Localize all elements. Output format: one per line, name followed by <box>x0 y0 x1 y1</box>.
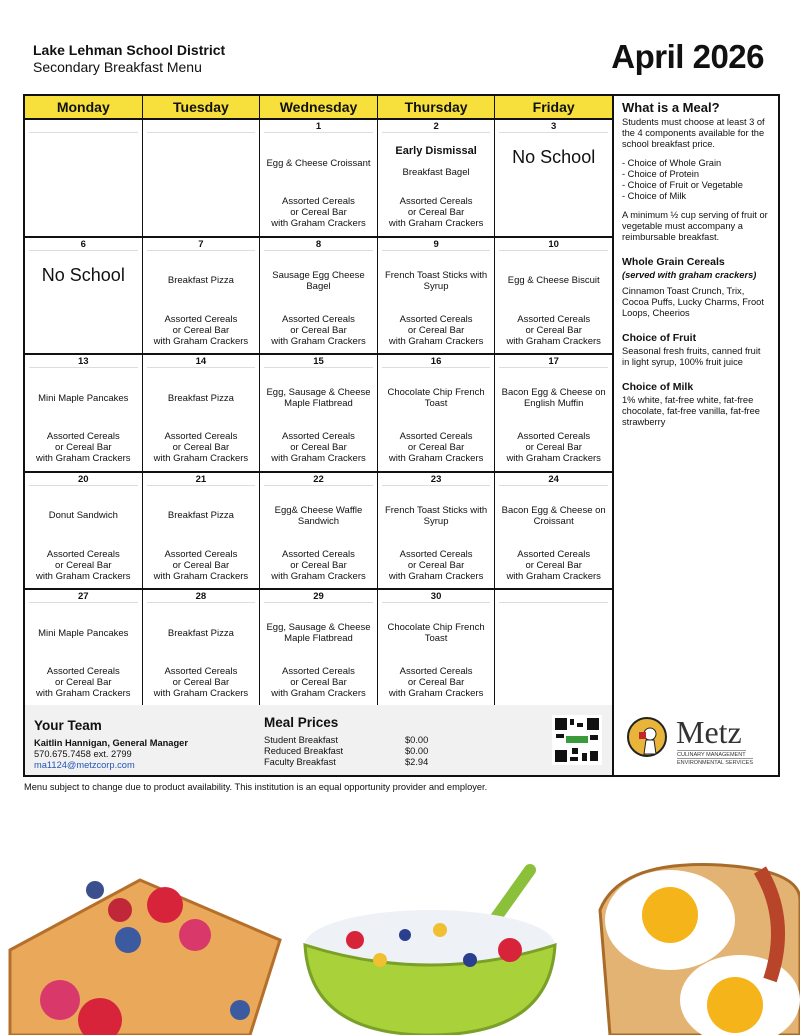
sidebar-title: What is a Meal? <box>622 100 720 115</box>
cereal-line: with Graham Crackers <box>271 335 366 347</box>
entree <box>382 620 491 646</box>
entree-text: Breakfast Pizza <box>167 627 234 639</box>
cereal-line: or Cereal Bar <box>290 207 347 218</box>
entree <box>147 385 256 411</box>
date-number: 17 <box>499 355 608 368</box>
day-note: Early Dismissal <box>395 145 477 157</box>
cereal-line: Assorted Cereals <box>399 431 473 443</box>
date-number: 16 <box>382 355 491 368</box>
cereal-line: or Cereal Bar <box>290 677 347 689</box>
date-number: 1 <box>264 120 373 133</box>
entree <box>264 385 373 411</box>
cereal-option <box>495 314 612 347</box>
waffle-illustration <box>10 880 280 1035</box>
day-cell <box>143 120 261 238</box>
cereal-option <box>143 314 260 347</box>
day-cell <box>25 120 143 238</box>
cereal-option <box>143 549 260 582</box>
cereal-option <box>260 314 377 347</box>
day-cell <box>495 238 613 356</box>
day-header: Thursday <box>378 96 496 120</box>
cereal-option <box>260 431 377 464</box>
day-header: Monday <box>25 96 143 120</box>
day-cell <box>495 590 613 708</box>
price-value: $0.00 <box>405 746 429 756</box>
date-number: 15 <box>264 355 373 368</box>
cereal-line: with Graham Crackers <box>388 688 484 700</box>
cereal-line: with Graham Crackers <box>388 335 484 347</box>
price-label: Student Breakfast <box>264 735 338 745</box>
prices-title: Meal Prices <box>264 715 339 730</box>
date-number <box>29 120 138 133</box>
day-header-row <box>25 96 613 120</box>
cereal-option <box>143 666 260 699</box>
cereal-line: or Cereal Bar <box>525 442 582 454</box>
cereal-line: with Graham Crackers <box>271 688 366 700</box>
entree-text: Bacon Egg & Cheese on Croissant <box>501 504 606 527</box>
team-phone: 570.675.7458 ext. 2799 <box>34 749 132 759</box>
entree-text: Breakfast Pizza <box>167 510 234 522</box>
day-cell <box>495 120 613 238</box>
entree <box>29 620 138 646</box>
cereal-line: or Cereal Bar <box>525 324 582 336</box>
entree <box>499 503 608 529</box>
logo-line2: ENVIRONMENTAL SERVICES <box>677 760 753 766</box>
cereal-line: with Graham Crackers <box>36 570 131 582</box>
cereal-line: Assorted Cereals <box>517 431 591 443</box>
date-number: 14 <box>147 355 256 368</box>
entree <box>29 503 138 529</box>
cereal-option <box>495 431 612 464</box>
cereal-line: Assorted Cereals <box>282 666 355 678</box>
entree-text: Donut Sandwich <box>48 510 118 522</box>
day-cell <box>378 590 496 708</box>
component-item: - Choice of Whole Grain <box>622 158 722 168</box>
date-number: 23 <box>382 473 491 486</box>
entree-text: Sausage Egg Cheese Bagel <box>272 269 365 292</box>
price-row <box>264 757 428 768</box>
district-name: Lake Lehman School District <box>33 42 226 58</box>
date-number: 20 <box>29 473 138 486</box>
cereal-line: or Cereal Bar <box>55 677 112 689</box>
entree-text: French Toast Sticks with Syrup <box>384 504 488 527</box>
entree-text: Chocolate Chip French Toast <box>387 387 485 410</box>
cereal-line: with Graham Crackers <box>388 218 484 229</box>
price-value: $0.00 <box>405 735 429 745</box>
day-cell <box>378 120 496 238</box>
cereal-line: or Cereal Bar <box>290 442 347 454</box>
day-cell <box>260 238 378 356</box>
cereal-option <box>495 549 612 582</box>
component-item: - Choice of Milk <box>622 191 687 201</box>
entree <box>264 268 373 294</box>
cereal-line: Assorted Cereals <box>46 548 120 560</box>
price-label: Faculty Breakfast <box>264 757 336 767</box>
entree-text: Egg & Cheese Biscuit <box>507 275 600 287</box>
entree-text: Bacon Egg & Cheese on English Muffin <box>501 387 606 410</box>
fruit-text: Seasonal fresh fruits, canned fruit in light syrup, 100% fruit juice <box>622 346 761 367</box>
cereal-line: Assorted Cereals <box>517 313 591 325</box>
date-number <box>499 590 608 603</box>
cereal-option <box>25 549 142 582</box>
fruit-title: Choice of Fruit <box>622 332 697 344</box>
cereal-line: or Cereal Bar <box>407 207 465 218</box>
cereal-line: Assorted Cereals <box>399 313 473 325</box>
cereal-line: or Cereal Bar <box>55 559 112 571</box>
entree-text: Breakfast Bagel <box>402 167 470 178</box>
cereal-bowl-illustration <box>305 870 555 1035</box>
cereal-line: Assorted Cereals <box>282 196 355 207</box>
date-number: 6 <box>29 238 138 251</box>
cereal-line: Assorted Cereals <box>282 313 355 325</box>
team-email-link[interactable]: ma1124@metzcorp.com <box>34 760 135 770</box>
cereal-line: Assorted Cereals <box>399 548 473 560</box>
entree-text: Chocolate Chip French Toast <box>387 622 485 645</box>
date-number: 13 <box>29 355 138 368</box>
date-number: 7 <box>147 238 256 251</box>
cereal-line: or Cereal Bar <box>55 442 112 454</box>
cereal-line: Assorted Cereals <box>399 666 473 678</box>
entree <box>147 503 256 529</box>
day-cell <box>378 473 496 591</box>
entree <box>382 268 491 294</box>
week-row <box>25 473 613 591</box>
entree <box>499 268 608 294</box>
week-row <box>25 590 613 708</box>
cereal-option <box>378 196 495 229</box>
day-cell <box>260 473 378 591</box>
prices-list <box>264 735 428 768</box>
cereal-line: or Cereal Bar <box>172 442 230 454</box>
cereal-option <box>260 196 377 229</box>
no-school-label: No School <box>512 147 596 167</box>
entree-text: Egg& Cheese Waffle Sandwich <box>274 504 363 527</box>
cereal-line: Assorted Cereals <box>399 196 473 207</box>
entree-text: Egg & Cheese Croissant <box>266 157 371 169</box>
day-cell <box>260 120 378 238</box>
date-number: 30 <box>382 590 491 603</box>
date-number: 22 <box>264 473 373 486</box>
cereal-option <box>25 666 142 699</box>
day-cell <box>25 590 143 708</box>
cereal-line: or Cereal Bar <box>172 677 230 689</box>
cereals-subtitle: (served with graham crackers) <box>622 270 757 280</box>
cereal-line: or Cereal Bar <box>407 559 465 571</box>
day-cell <box>260 355 378 473</box>
cereal-line: Assorted Cereals <box>164 548 238 560</box>
footer-panel <box>23 705 613 777</box>
logo-line1: CULINARY MANAGEMENT <box>677 752 746 758</box>
cereal-option <box>143 431 260 464</box>
cereal-option <box>25 431 142 464</box>
cereal-option <box>378 666 495 699</box>
cereal-option <box>378 314 495 347</box>
date-number: 21 <box>147 473 256 486</box>
date-number: 2 <box>382 120 491 133</box>
day-header: Wednesday <box>260 96 378 120</box>
day-header: Friday <box>495 96 613 120</box>
cereal-line: with Graham Crackers <box>153 335 249 347</box>
cereal-line: with Graham Crackers <box>506 335 601 347</box>
cereal-line: with Graham Crackers <box>388 453 484 465</box>
cereal-line: with Graham Crackers <box>153 453 249 465</box>
entree <box>264 503 373 529</box>
cereal-line: with Graham Crackers <box>271 218 366 229</box>
day-cell <box>143 473 261 591</box>
entree <box>147 620 256 646</box>
day-cell <box>25 238 143 356</box>
date-number <box>147 120 256 133</box>
entree-text: Mini Maple Pancakes <box>38 627 129 639</box>
entree <box>264 150 373 176</box>
sidebar <box>612 94 780 777</box>
price-row <box>264 746 428 757</box>
cereal-option <box>378 431 495 464</box>
breakfast-illustrations <box>0 860 800 1035</box>
date-number: 24 <box>499 473 608 486</box>
entree <box>382 142 491 182</box>
cereals-list: Cinnamon Toast Crunch, Trix, Cocoa Puffs, Lucky Charms, Froot Loops, Cheerios <box>622 286 764 318</box>
cereal-line: with Graham Crackers <box>271 570 366 582</box>
cereal-line: Assorted Cereals <box>282 548 355 560</box>
entree-text: French Toast Sticks with Syrup <box>384 269 488 292</box>
cereal-line: Assorted Cereals <box>282 431 355 443</box>
price-value: $2.94 <box>405 757 429 767</box>
date-number: 28 <box>147 590 256 603</box>
week-row <box>25 120 613 238</box>
milk-text: 1% white, fat-free white, fat-free chocolate, fat-free vanilla, fat-free strawberry <box>622 395 760 427</box>
entree <box>147 268 256 294</box>
menu-subtitle: Secondary Breakfast Menu <box>33 59 202 75</box>
logo-name: Metz <box>676 714 742 750</box>
cereal-line: or Cereal Bar <box>407 442 465 454</box>
day-cell <box>495 355 613 473</box>
date-number: 29 <box>264 590 373 603</box>
cereal-line: with Graham Crackers <box>153 570 249 582</box>
date-number: 27 <box>29 590 138 603</box>
cereal-line: with Graham Crackers <box>153 688 249 700</box>
week-row <box>25 238 613 356</box>
entree-text: Breakfast Pizza <box>167 392 234 404</box>
cereal-line: with Graham Crackers <box>36 688 131 700</box>
entree-text: Egg, Sausage & Cheese Maple Flatbread <box>266 387 371 410</box>
entree <box>382 503 491 529</box>
cereal-line: or Cereal Bar <box>407 677 465 689</box>
team-name: Kaitlin Hannigan, General Manager <box>34 738 188 748</box>
component-item: - Choice of Fruit or Vegetable <box>622 180 743 190</box>
cereal-line: or Cereal Bar <box>525 559 582 571</box>
milk-title: Choice of Milk <box>622 381 694 393</box>
cereal-line: or Cereal Bar <box>290 559 347 571</box>
day-cell <box>143 355 261 473</box>
entree-text: Mini Maple Pancakes <box>38 392 129 404</box>
cereal-line: with Graham Crackers <box>506 453 601 465</box>
cereal-option <box>260 666 377 699</box>
day-cell <box>143 590 261 708</box>
date-number: 10 <box>499 238 608 251</box>
day-cell <box>143 238 261 356</box>
day-header: Tuesday <box>143 96 261 120</box>
entree-text: Breakfast Pizza <box>167 275 234 287</box>
team-title: Your Team <box>34 718 102 733</box>
entree-text: Egg, Sausage & Cheese Maple Flatbread <box>266 622 371 645</box>
cereal-line: Assorted Cereals <box>46 666 120 678</box>
entree <box>264 620 373 646</box>
entree <box>29 385 138 411</box>
day-cell <box>25 473 143 591</box>
date-number: 8 <box>264 238 373 251</box>
day-cell <box>378 355 496 473</box>
price-row <box>264 735 428 746</box>
disclaimer: Menu subject to change due to product availability. This institution is an equal opportunity provider and employer. <box>24 782 488 792</box>
cereal-line: Assorted Cereals <box>164 431 238 443</box>
no-school-label: No School <box>41 264 125 285</box>
cereals-title: Whole Grain Cereals <box>622 256 725 268</box>
date-number: 3 <box>499 120 608 133</box>
cereal-line: or Cereal Bar <box>290 324 347 336</box>
cereal-line: Assorted Cereals <box>164 666 238 678</box>
date-number: 9 <box>382 238 491 251</box>
cereal-option <box>260 549 377 582</box>
week-row <box>25 355 613 473</box>
sidebar-minimum: A minimum ½ cup serving of fruit or vegetable must accompany a reimbursable breakfast. <box>622 210 768 242</box>
day-cell <box>260 590 378 708</box>
cereal-line: with Graham Crackers <box>271 453 366 465</box>
cereal-line: Assorted Cereals <box>517 548 591 560</box>
sidebar-intro: Students must choose at least 3 of the 4 components available for the school breakfast price. <box>622 117 765 149</box>
cereal-line: or Cereal Bar <box>172 559 230 571</box>
cereal-line: with Graham Crackers <box>506 570 601 582</box>
price-label: Reduced Breakfast <box>264 746 344 756</box>
component-item: - Choice of Protein <box>622 169 699 179</box>
entree <box>499 385 608 411</box>
qr-code-icon[interactable] <box>552 715 602 765</box>
calendar <box>23 94 613 710</box>
entree <box>382 385 491 411</box>
day-cell <box>495 473 613 591</box>
cereal-line: with Graham Crackers <box>36 453 131 465</box>
cereal-option <box>378 549 495 582</box>
cereal-line: Assorted Cereals <box>46 431 120 443</box>
cereal-line: Assorted Cereals <box>164 313 238 325</box>
cereal-line: with Graham Crackers <box>388 570 484 582</box>
component-list <box>622 158 770 202</box>
cereal-line: or Cereal Bar <box>407 324 465 336</box>
day-cell <box>378 238 496 356</box>
toast-eggs-illustration <box>600 865 800 1035</box>
cereal-line: or Cereal Bar <box>172 324 230 336</box>
day-cell <box>25 355 143 473</box>
menu-month: April 2026 <box>611 38 764 75</box>
